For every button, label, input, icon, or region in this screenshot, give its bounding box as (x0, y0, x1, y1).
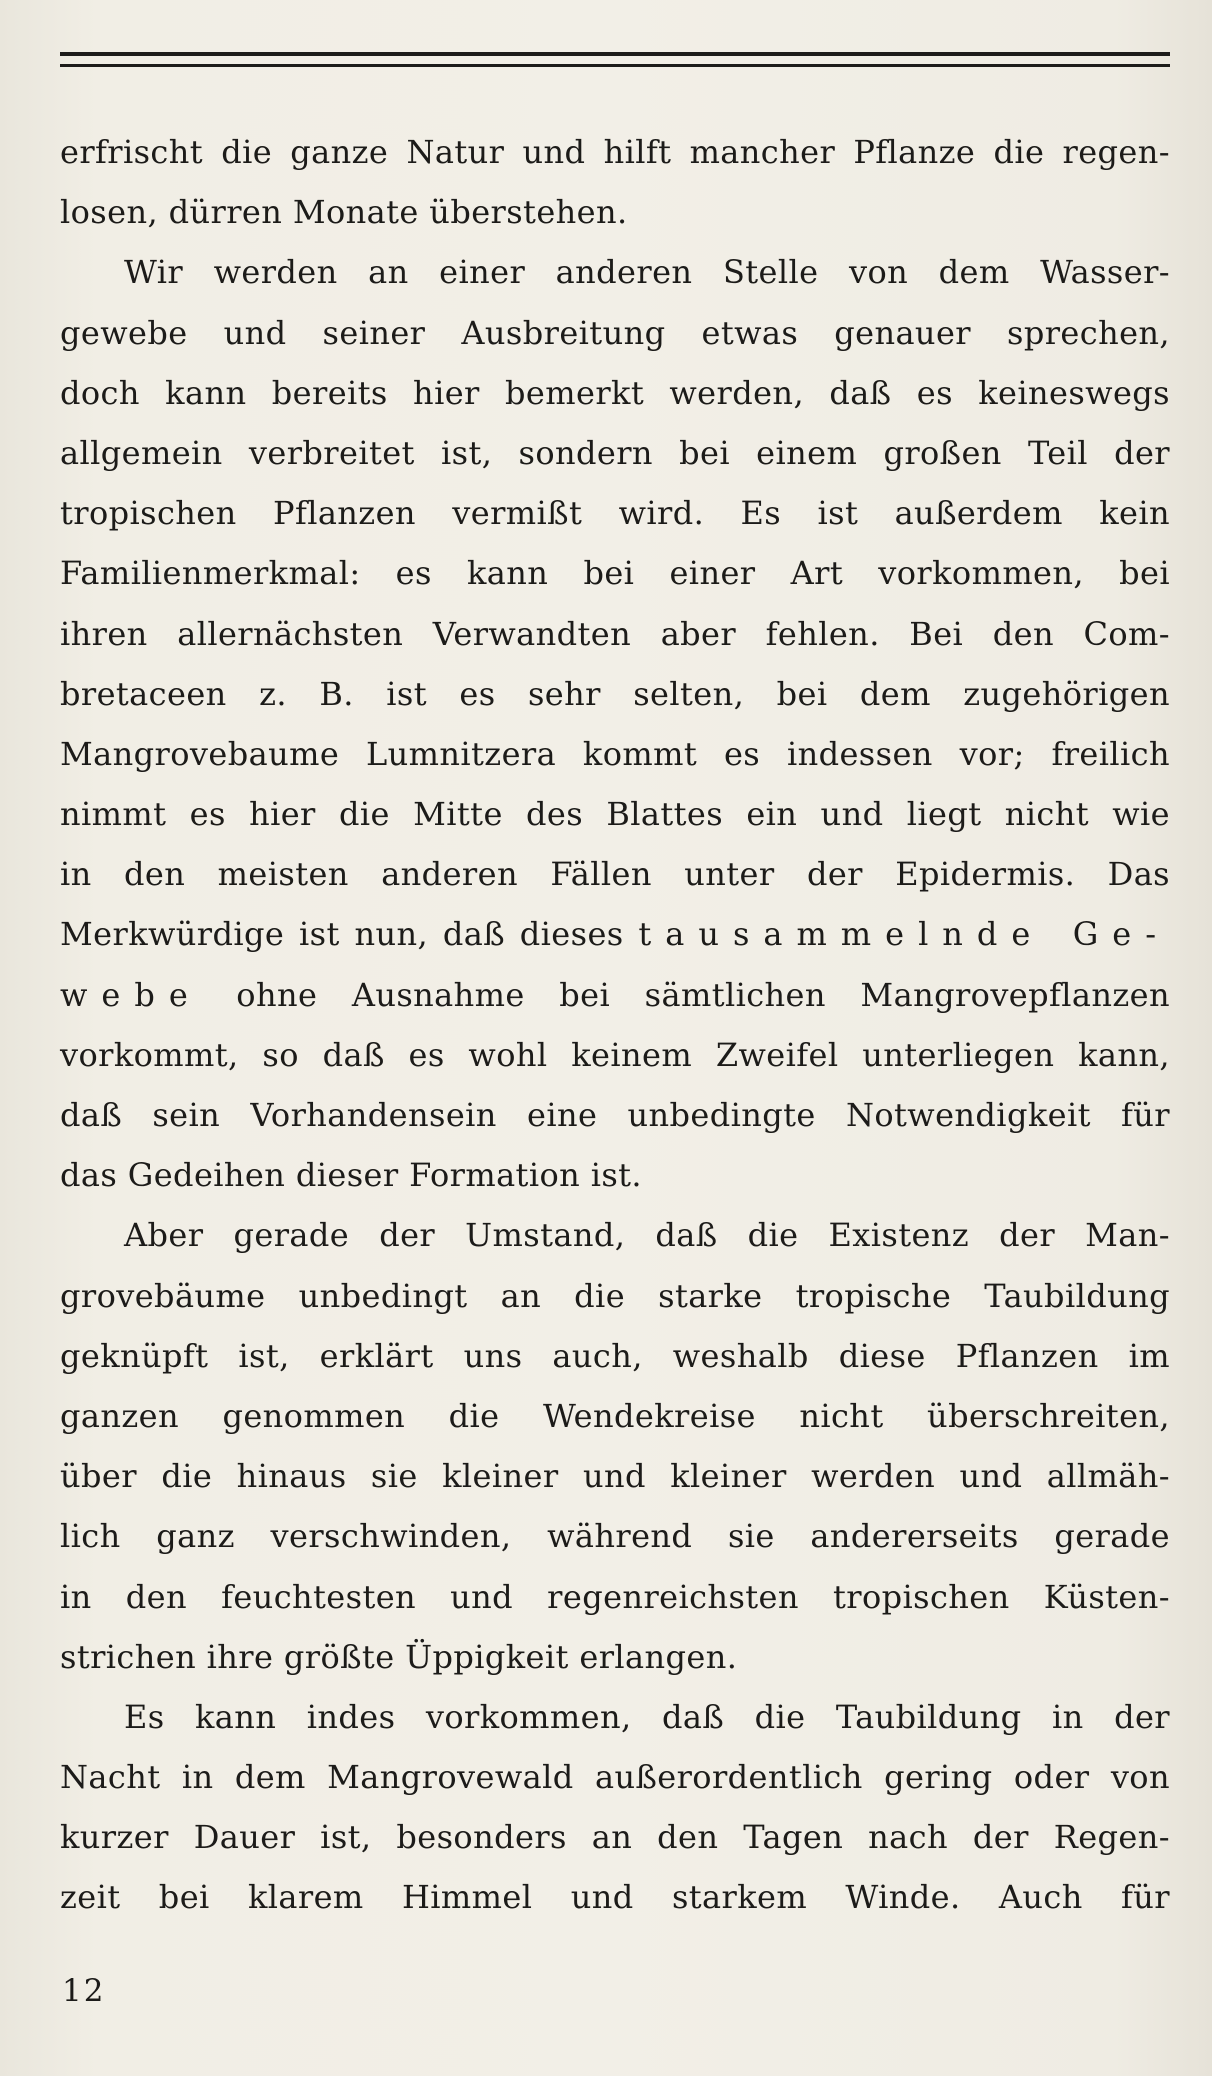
text-line: in den meisten anderen Fällen unter der Epidermis. Das (60, 855, 1170, 894)
text-line: Nacht in dem Mangrovewald außerordentlich gering oder von (60, 1758, 1170, 1797)
text-line: Mangrovebaume Lumnitzera kommt es indessen vor; freilich (60, 734, 1170, 773)
text-line (60, 965, 1170, 1025)
text-line: allgemein verbreitet ist, sondern bei einem großen Teil der (60, 433, 1170, 472)
text-line: Aber gerade der Umstand, daß die Existenz der Man- (124, 1216, 1170, 1255)
text-line: gewebe und seiner Ausbreitung etwas genauer sprechen, (60, 313, 1170, 352)
text-line: in den feuchtesten und regenreichsten tropischen Küsten- (60, 1577, 1170, 1616)
text-line: lich ganz verschwinden, während sie andererseits gerade (60, 1517, 1170, 1556)
text-line: geknüpft ist, erklärt uns auch, weshalb diese Pflanzen im (60, 1336, 1170, 1375)
text-line: bretaceen z. B. ist es sehr selten, bei dem zugehörigen (60, 674, 1170, 713)
text-line: ihren allernächsten Verwandten aber fehlen. Bei den Com- (60, 614, 1170, 653)
text-line: über die hinaus sie kleiner und kleiner werden und allmäh- (60, 1457, 1170, 1496)
text-line: nimmt es hier die Mitte des Blattes ein und liegt nicht wie (60, 795, 1170, 834)
text-line: zeit bei klarem Himmel und starkem Winde. Auch für (60, 1878, 1170, 1917)
text-line: Familienmerkmal: es kann bei einer Art vorkommen, bei (60, 554, 1170, 593)
header-rule-top (60, 52, 1170, 56)
spaced-emphasis: tausammelnde Ge- (638, 915, 1171, 954)
text-line (60, 904, 1170, 964)
paragraph-1 (60, 122, 1170, 242)
text-line: Wir werden an einer anderen Stelle von dem Wasser- (124, 253, 1170, 292)
text-run: ohne Ausnahme bei sämtlichen Mangrovepflanzen (236, 975, 1170, 1014)
text-run: Merkwürdige ist nun, daß dieses (60, 915, 624, 954)
text-line: strichen ihre größte Üppigkeit erlangen. (60, 1637, 738, 1676)
text-line: losen, dürren Monate überstehen. (60, 193, 628, 232)
text-line: ganzen genommen die Wendekreise nicht überschreiten, (60, 1396, 1170, 1435)
text-line: doch kann bereits hier bemerkt werden, daß es keineswegs (60, 373, 1170, 412)
text-line: grovebäume unbedingt an die starke tropische Taubildung (60, 1276, 1170, 1315)
text-line: vorkommt, so daß es wohl keinem Zweifel unterliegen kann, (60, 1035, 1170, 1074)
page-number: 12 (62, 1973, 106, 2009)
text-line: erfrischt die ganze Natur und hilft mancher Pflanze die regen- (60, 133, 1170, 171)
text-line: Es kann indes vorkommen, daß die Taubildung in der (124, 1697, 1170, 1736)
body-text (60, 122, 1170, 1928)
text-line: kurzer Dauer ist, besonders an den Tagen nach der Regen- (60, 1818, 1170, 1857)
paragraph-3 (60, 1205, 1170, 1687)
text-line: das Gedeihen dieser Formation ist. (60, 1156, 642, 1195)
text-line: tropischen Pflanzen vermißt wird. Es ist außerdem kein (60, 494, 1170, 533)
text-line: daß sein Vorhandensein eine unbedingte Notwendigkeit für (60, 1096, 1170, 1134)
paragraph-2 (60, 242, 1170, 1205)
paragraph-4 (60, 1687, 1170, 1928)
spaced-emphasis: webe (60, 975, 202, 1014)
header-rule-bottom (60, 64, 1170, 67)
